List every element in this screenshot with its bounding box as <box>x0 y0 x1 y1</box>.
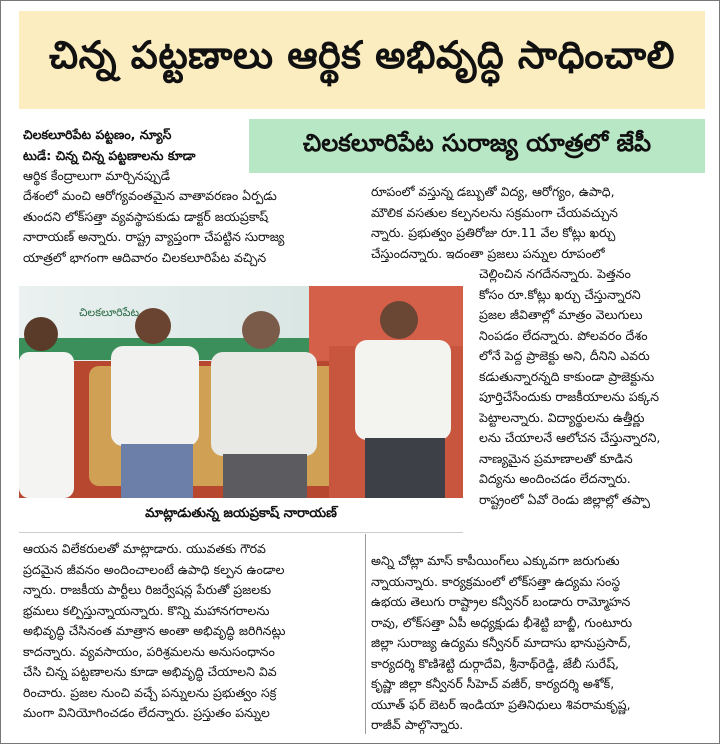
article-line: రాష్ట్రంలో ఏవో రెండు జిల్లాల్లో తప్పా <box>479 491 650 507</box>
article-line: చెల్లించిన నగదేనన్నారు. పెత్తనం <box>479 266 631 281</box>
article-line: తుందని లోక్‌సత్తా వ్యవస్థాపకుడు డాక్టర్ జయప్రకాష్ <box>23 208 269 224</box>
article-line: యాత్రలో భాగంగా ఆదివారం చిలకలూరిపేట వచ్చిన <box>23 249 267 265</box>
article-line: ప్రదమైన జీవనం అందించాలంటే ఉపాధి కల్పన ఉండాల <box>23 561 285 577</box>
article-line: టుడే: చిన్న చిన్న పట్టణాలను కూడా <box>23 147 196 163</box>
article-line: చేసి చిన్న పట్టణాలను కూడా అభివృద్ధి చేయాలని వివ <box>23 664 277 679</box>
article-line: కార్యదర్శి కొణిశెట్టి దుర్గాదేవి, శ్రీనాథ్‌రెడ్డి, జేబీ సురేష్, <box>371 655 619 671</box>
subheadline: చిలకలూరిపేట సురాజ్య యాత్రలో జేపీ <box>302 129 652 157</box>
article-line: అన్ని చోట్లా మాస్ కాపీయింగ్‌లు ఎక్కువగా జరుగుతు <box>371 553 620 568</box>
article-column-right-continued <box>479 264 705 510</box>
subheadline-banner <box>249 119 705 173</box>
article-line: భ్రమలు కల్పిస్తున్నాయన్నారు. కొన్ని మహానగరాలను <box>23 602 270 618</box>
article-line: పెట్టాలన్నారు. విద్యార్థులను ఉత్తీర్ణు <box>479 409 645 425</box>
article-line: జిల్లా సురాజ్య ఉద్యమ కన్వీనర్ మాదాసు భానుప్రసాద్, <box>371 635 632 650</box>
photo-illustration <box>19 286 463 498</box>
article-line: ప్రజల జీవితాల్లో మాత్రం వెలుగులు <box>479 307 643 322</box>
article-line: కోసం రూ.కోట్లు ఖర్చు చేస్తున్నారని <box>479 286 641 302</box>
article-line: లోనే పెద్ద ప్రాజెక్టు అని, దీనిని ఎవరు <box>479 348 650 363</box>
article-line: కృష్ణా జిల్లా కన్వీనర్ సీహెచ్ వజీర్, కార్యదర్శి అశోక్, <box>371 676 615 691</box>
article-line: మౌలిక వసతుల కల్పనలను సక్రమంగా చేయవచ్చున <box>371 204 618 220</box>
article-line: న్నాయన్నారు. కార్యక్రమంలో లోక్‌సత్తా ఉద్యమ సంస్థ <box>371 573 621 589</box>
article-column-left-top-wide <box>23 186 359 268</box>
article-line: లను చేయాలనే ఆలోచన చేస్తున్నారని, <box>479 430 661 445</box>
article-column-left-bottom <box>23 539 359 724</box>
article-line: నింపడం లేదన్నారు. పోలవరం దేశం <box>479 327 648 343</box>
photo-banner-text: చిలకలూరిపేట <box>79 306 139 319</box>
article-line: చిలకలూరిపేట పట్టణం, న్యూస్ <box>23 127 172 142</box>
article-line: న్నారు. రాజకీయ పార్టీలు రిజర్వేషన్ల పేరుతో ప్రజలకు <box>23 582 272 597</box>
article-line: రాజీవ్ పాల్గొన్నారు. <box>371 717 464 732</box>
article-line: కడుతున్నారన్నది కాకుండా ప్రాజెక్టును <box>479 368 655 384</box>
article-line: రావు, లోక్‌సత్తా ఏపీ అధ్యక్షుడు భీశెట్టి బాబ్జీ, గుంటూరు <box>371 614 633 630</box>
article-line: రూపంలో వస్తున్న డబ్బుతో విద్య, ఆరోగ్యం, ఉపాధి, <box>371 184 615 199</box>
article-column-right <box>371 182 705 264</box>
article-line: నారాయణ్ అన్నారు. రాష్ట్ర వ్యాప్తంగా చేపట్టిన సురాజ్య <box>23 229 285 244</box>
column-divider <box>365 534 366 734</box>
photo-caption <box>19 498 463 533</box>
article-line: యూత్ ఫర్ బెటర్ ఇండియా ప్రతినిధులు శివరామకృష్ణ, <box>371 696 631 712</box>
article-line: అభివృద్ధి చేసినంత మాత్రాన అంతా అభివృద్ధి జరిగినట్లు <box>23 623 286 638</box>
press-photo <box>19 286 463 498</box>
article-line: రించారు. ప్రజల నుంచి వచ్చే పన్నులను ప్రభుత్వం సక్ర <box>23 684 277 700</box>
article-column-right-bottom <box>371 551 705 736</box>
article-line: దేశంలో మంచి ఆరోగ్యవంతమైన వాతావరణం ఏర్పడు <box>23 188 277 203</box>
article-line: పూర్తిచేసేందుకు రాజకీయాలను పక్కన <box>479 389 659 404</box>
article-line: మంగా వినియోగించడం లేదన్నారు. ప్రస్తుతం పన్నుల <box>23 705 270 720</box>
caption-text: మాట్లాడుతున్న జయప్రకాష్ నారాయణ్ <box>145 506 337 521</box>
article-line: ఆర్థిక కేంద్రాలుగా మార్చినప్పుడే <box>23 168 171 183</box>
article-line: న్నారు. ప్రభుత్వం ప్రతిరోజు రూ.11 వేల కోట్లు ఖర్చు <box>371 225 616 240</box>
headline: చిన్న పట్టణాలు ఆర్థిక అభివృద్ధి సాధించాలి <box>49 33 675 77</box>
article-line: కాదన్నారు. వ్యవసాయం, పరిశ్రమలను అనుసంధానం <box>23 643 275 659</box>
article-line: ఆయన విలేకరులతో మాట్లాడారు. యువతకు గౌరవ <box>23 541 266 556</box>
article-line: చేస్తుందన్నారు. ఇదంతా ప్రజలు పన్నుల రూపంలో <box>371 245 605 261</box>
article-column-left-top <box>23 125 245 187</box>
article-line: ఉభయ తెలుగు రాష్ట్రాల కన్వీనర్ బండారు రామ్మోహన <box>371 594 631 609</box>
article-line: నాణ్యమైన ప్రమాణాలతో కూడిన <box>479 450 633 466</box>
article-line: విద్యను అందించడం లేదన్నారు. <box>479 471 631 486</box>
headline-banner <box>19 11 705 109</box>
